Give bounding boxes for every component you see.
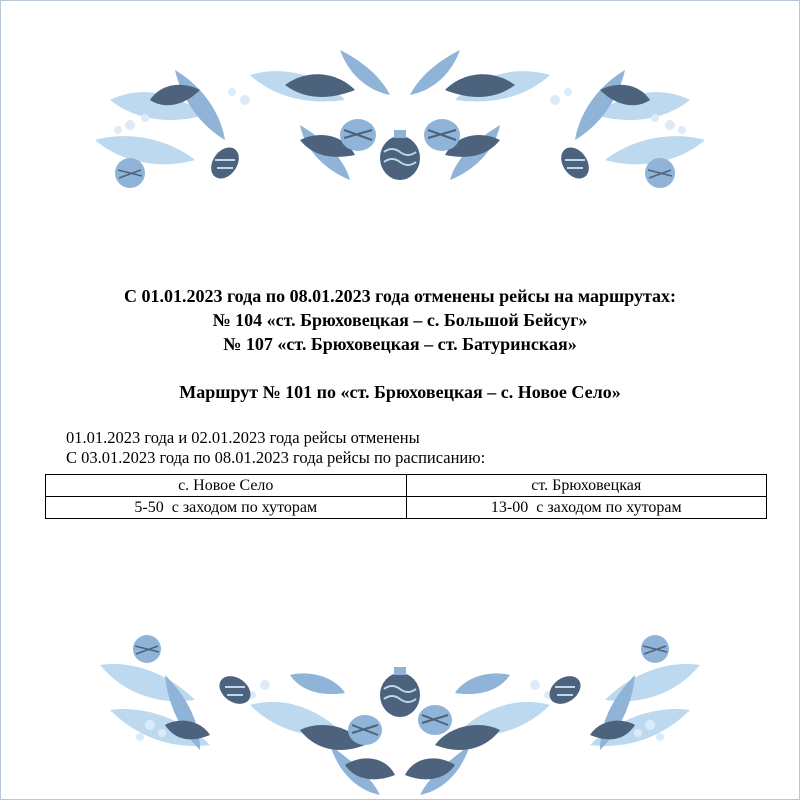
table-header-row	[46, 475, 767, 497]
table-cell: 13-00 с заходом по хуторам	[406, 497, 767, 519]
note-line: С 03.01.2023 года по 08.01.2023 года рейсы по расписанию:	[66, 448, 486, 467]
table-cell: 5-50 с заходом по хуторам	[46, 497, 407, 519]
cancellation-line: С 01.01.2023 года по 08.01.2023 года отменены рейсы на маршрутах:	[123, 286, 677, 306]
cancellation-line: № 107 «ст. Брюховецкая – ст. Батуринская»	[223, 334, 577, 354]
route-101-title: Маршрут № 101 по «ст. Брюховецкая – с. Новое Село»	[179, 382, 621, 402]
table-row	[46, 497, 767, 519]
cancellation-notice	[0, 284, 800, 356]
table-header-cell: с. Новое Село	[46, 475, 407, 497]
garland-top-icon	[0, 30, 800, 200]
garland-bottom-icon	[0, 625, 800, 800]
table-header-cell: ст. Брюховецкая	[406, 475, 767, 497]
cancellation-line: № 104 «ст. Брюховецкая – с. Большой Бейсуг»	[212, 310, 588, 330]
schedule-table	[45, 474, 767, 519]
note-line: 01.01.2023 года и 02.01.2023 года рейсы отменены	[66, 428, 420, 447]
route-101-notes	[66, 428, 485, 468]
